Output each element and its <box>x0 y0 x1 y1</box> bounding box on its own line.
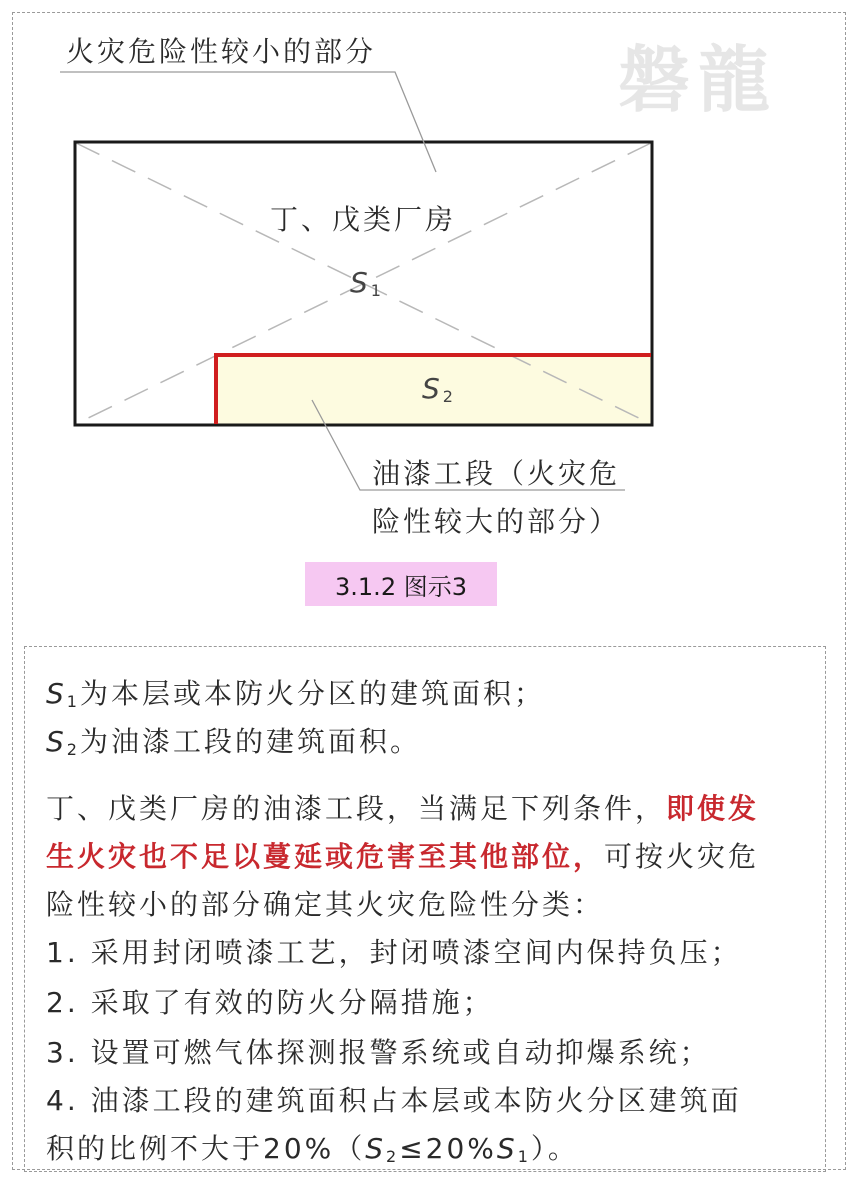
label-paint-line1: 油漆工段（火灾危 <box>372 457 621 490</box>
label-paint-line2: 险性较大的部分） <box>372 505 621 538</box>
paragraph-line-3: 险性较小的部分确定其火灾危险性分类： <box>46 888 605 921</box>
label-s1: $S_1$ <box>350 266 384 300</box>
label-small-risk: 火灾危险性较小的部分 <box>66 35 377 68</box>
condition-2: 2. 采取了有效的防火分隔措施； <box>46 986 494 1019</box>
definition-s2: $S_2$为油漆工段的建筑面积。 <box>46 725 421 759</box>
label-factory: 丁、戊类厂房 <box>270 203 457 236</box>
leader-line-small-risk <box>60 72 436 172</box>
condition-3: 3. 设置可燃气体探测报警系统或自动抑爆系统； <box>46 1036 711 1069</box>
figure-caption: 3.1.2 图示3 <box>305 562 497 606</box>
condition-1: 1. 采用封闭喷漆工艺，封闭喷漆空间内保持负压； <box>46 936 742 969</box>
paragraph-line-2: 生火灾也不足以蔓延或危害至其他部位，可按火灾危 <box>46 840 760 873</box>
definition-s1: $S_1$为本层或本防火分区的建筑面积； <box>46 677 545 711</box>
condition-4-continued: 积的比例不大于$20\%(S_2\le 20\%S_1)$。 <box>46 1132 579 1166</box>
highlight-text-1: 即使发 <box>666 792 760 825</box>
condition-4: 4. 油漆工段的建筑面积占本层或本防火分区建筑面 <box>46 1084 742 1117</box>
highlight-text-2: 生火灾也不足以蔓延或危害至其他部位， <box>46 840 605 873</box>
watermark-logo: 磐龍 <box>618 37 779 122</box>
paragraph-line-1: 丁、戊类厂房的油漆工段，当满足下列条件，即使发 <box>46 792 760 825</box>
label-s2: $S_2$ <box>422 372 456 406</box>
